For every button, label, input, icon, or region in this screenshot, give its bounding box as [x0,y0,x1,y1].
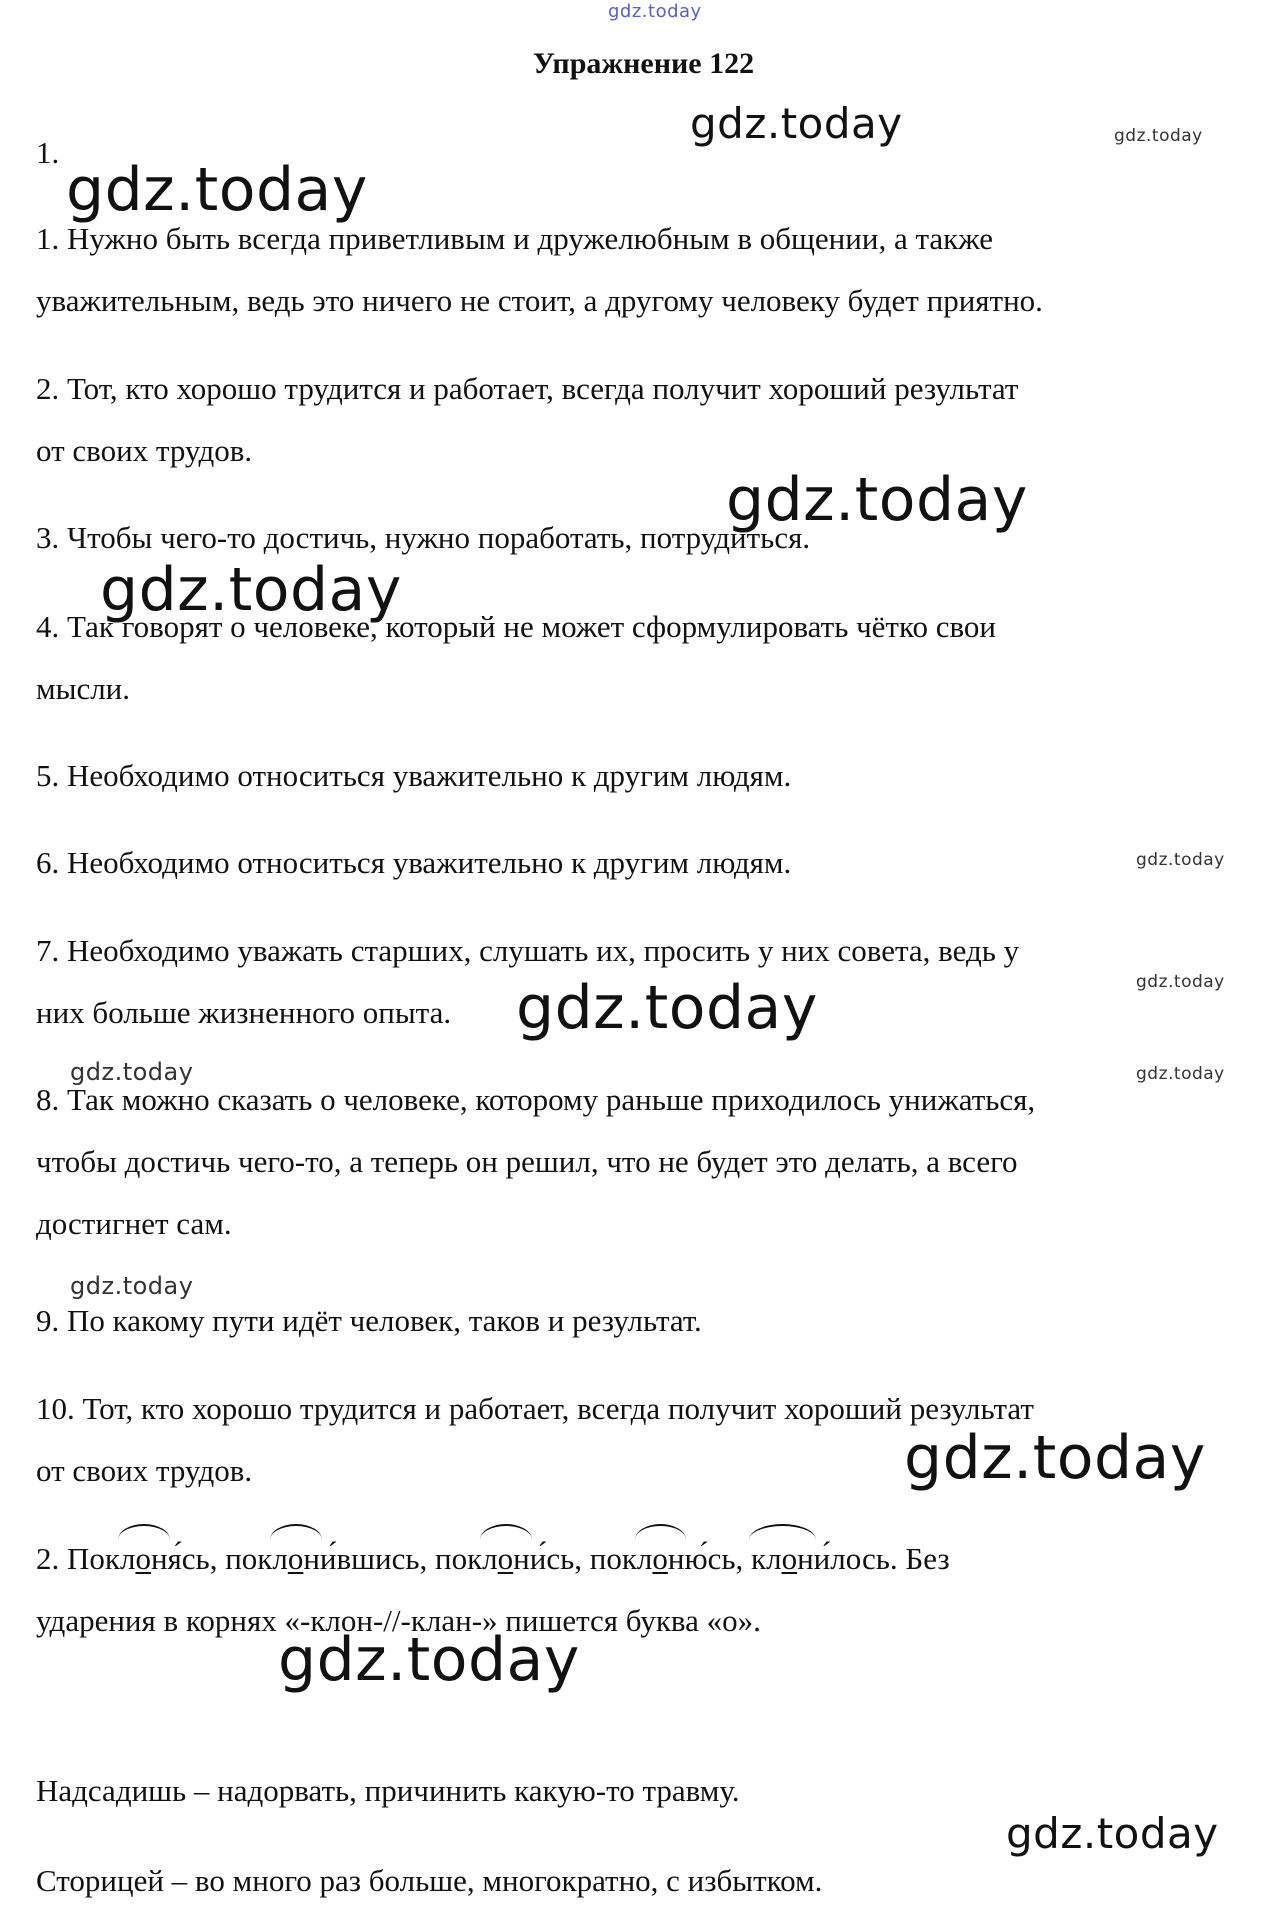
exercise-title: Упражнение 122 [532,47,755,80]
answer-item-2: 2. Тот, кто хорошо трудится и работает, всегда получит хороший результат от своих трудов. [36,371,1019,468]
watermark: gdz.today [66,155,368,225]
root-mark: лон [272,1528,320,1590]
watermark: gdz.today [1136,850,1225,870]
root-mark: лон [637,1528,685,1590]
watermark: gdz.today [1006,1809,1219,1858]
watermark: gdz.today [70,1058,194,1086]
root-mark: лон [120,1528,168,1590]
section-2-answer [36,1528,1256,1652]
answer-item-3: 3. Чтобы чего-то достичь, нужно поработать, потрудиться. [36,520,811,555]
definition-1: Надсадишь – надорвать, причинить какую-то травму. [36,1773,740,1808]
word-3: пок лони́сь [435,1541,574,1576]
word-1: Пок лоня́сь [67,1541,210,1576]
watermark: gdz.today [1136,1064,1225,1084]
watermark: gdz.today [726,465,1028,535]
section-2-line-2: ударения в корнях «-клон-//-клан-» пишется буква «о». [36,1603,761,1638]
root-mark: лон [482,1528,530,1590]
answer-item-8: 8. Так можно сказать о человеке, которому раньше приходилось унижаться, чтобы достичь чего-то, а теперь он решил, что не будет это делать, а всего достигнет сам. [36,1082,1036,1241]
answer-item-6: 6. Необходимо относиться уважительно к другим людям. [36,845,792,880]
watermark: gdz.today [278,1625,580,1695]
watermark-top: gdz.today [608,1,702,22]
word-5: клони́лось [751,1541,890,1576]
root-mark: клон [751,1528,814,1590]
answer-item-10: 10. Тот, кто хорошо трудится и работает, всегда получит хороший результат от своих трудов. [36,1391,1034,1488]
watermark: gdz.today [904,1423,1206,1493]
section-1-label: 1. [36,135,60,170]
word-2: пок лони́вшись [225,1541,419,1576]
watermark: gdz.today [690,99,903,148]
section-2-line-1: 2. Пок лоня́сь, пок лони́вшись, пок лони́сь, пок лоню́сь, клони́лось. Без [36,1528,1256,1590]
answer-item-4: 4. Так говорят о человеке, который не может сформулировать чётко свои мысли. [36,609,996,706]
answer-item-7: 7. Необходимо уважать старших, слушать их, просить у них совета, ведь у них больше жизненного опыта. [36,933,1020,1030]
watermark: gdz.today [1136,972,1225,992]
watermark: gdz.today [516,973,818,1043]
definition-2: Сторицей – во много раз больше, многократно, с избытком. [36,1863,823,1898]
watermark: gdz.today [1114,126,1203,146]
answer-item-1: 1. Нужно быть всегда приветливым и дружелюбным в общении, а также уважительным, ведь это ничего не стоит, а другому человеку будет приятно. [36,221,1043,318]
answer-item-5: 5. Необходимо относиться уважительно к другим людям. [36,758,792,793]
watermark: gdz.today [70,1272,194,1300]
answer-item-9: 9. По какому пути идёт человек, таков и результат. [36,1303,702,1338]
word-4: пок лоню́сь [590,1541,736,1576]
watermark: gdz.today [100,555,402,625]
